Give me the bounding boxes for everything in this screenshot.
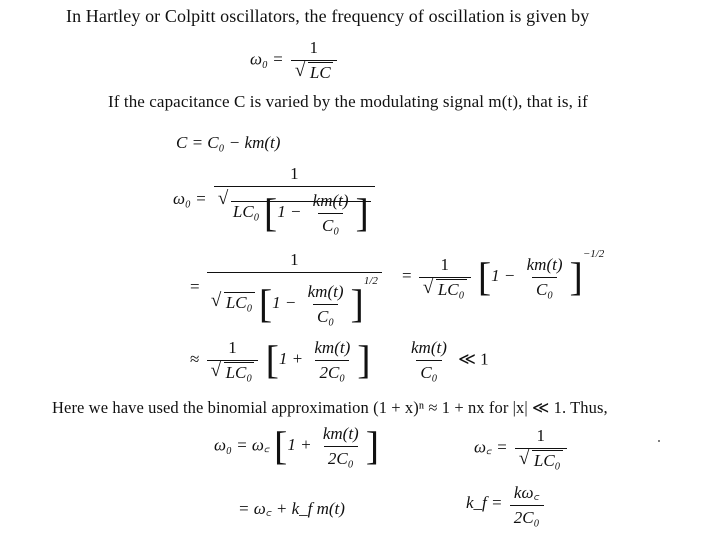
kf-numerator: kω꜀	[513, 483, 540, 502]
final-omega0-inner-denominator: 2C₀	[324, 446, 358, 469]
carrier-frequency-lhs: ω꜀ =	[474, 437, 508, 457]
derivation-line-2b-equals: =	[402, 266, 412, 285]
derivation-line-2b-one-minus: 1 −	[491, 266, 516, 285]
derivation-line-2b-numerator: 1	[440, 254, 449, 274]
derivation-line-1-lc0: LC₀	[232, 202, 260, 222]
derivation-line-3-numerator: 1	[228, 338, 237, 357]
derivation-line-1-fraction: 1 √ LC₀ [1 − $\frac{km(t)}{\text{C₀}}$ ]	[214, 164, 375, 236]
capacitance-equation: C = C₀ − km(t)	[176, 133, 281, 152]
derivation-line-2-exponent: 1/2	[363, 275, 378, 287]
derivation-line-2b: = 1 √ LC₀ [1 − $\frac{km(t)}{\text{C₀}}$ ]$^{-1/2}$	[402, 248, 604, 300]
derivation-line-2-one-minus: 1 −	[272, 293, 297, 312]
carrier-frequency-numerator: 1	[536, 426, 545, 445]
derivation-line-2-inner-denominator: C₀	[313, 304, 338, 327]
derivation-line-2b-denominator: LC₀	[437, 279, 465, 299]
frequency-numerator: 1	[309, 38, 319, 57]
final-omega0-inner-numerator: km(t)	[322, 424, 359, 443]
derivation-line-2-lc0: LC₀	[225, 293, 253, 312]
derivation-line-3: ≈ 1 √ LC₀ [1 + $\frac{km(t)}{\text{2C₀}}$ ]	[190, 338, 371, 383]
kf-lhs: k_f =	[466, 492, 503, 512]
derivation-line-1-lhs: ω₀ =	[173, 188, 207, 208]
carrier-frequency-equation	[474, 426, 570, 471]
carrier-frequency-denominator: LC₀	[533, 451, 561, 470]
scan-speck	[658, 440, 660, 442]
condition-numerator: km(t)	[411, 338, 447, 357]
derivation-line-2-fraction: 1 √ LC₀ [1 − $\frac{km(t)}{\text{C₀}}$ ]$^{1/2}$	[207, 250, 382, 327]
condition-relation: ≪ 1	[458, 349, 489, 369]
derivation-line-2	[190, 250, 385, 327]
derivation-line-1-one-minus: 1 −	[277, 202, 302, 222]
derivation-line-2b-inner-numerator: km(t)	[526, 254, 563, 274]
derivation-line-2b-inner-denominator: C₀	[532, 277, 557, 300]
final-omega0-equation: ω₀ = ω꜀ [1 + $\frac{km(t)}{\text{2C₀}}$ ]	[214, 423, 380, 469]
derivation-line-3-approx: ≈	[190, 349, 200, 369]
condition-denominator: C₀	[416, 360, 441, 383]
intro-paragraph: In Hartley or Colpitt oscillators, the frequency of oscillation is given by	[66, 6, 590, 26]
small-signal-condition	[404, 338, 489, 383]
condition-paragraph: If the capacitance C is varied by the modulating signal m(t), that is, if	[108, 92, 588, 111]
derivation-line-1-inner-denominator: C₀	[318, 213, 343, 236]
derivation-line-1-numerator: 1	[290, 164, 299, 183]
derivation-line-3-inner-denominator: 2C₀	[315, 360, 349, 383]
frequency-equation	[250, 38, 340, 83]
derivation-line-2b-exponent: −1/2	[582, 248, 605, 260]
derivation-line-3-one-plus: 1 +	[278, 349, 304, 369]
derivation-line-2-numerator: 1	[290, 250, 299, 269]
derivation-line-3-inner-numerator: km(t)	[314, 338, 351, 357]
frequency-denominator: LC	[309, 63, 331, 82]
kf-denominator: 2C₀	[510, 505, 544, 528]
derivation-line-2-inner-numerator: km(t)	[307, 281, 344, 301]
kf-equation	[466, 480, 547, 528]
final-omega0-lhs: ω₀ = ω꜀	[214, 435, 270, 455]
frequency-fraction	[291, 38, 337, 83]
final-line-2: = ω꜀ + k_f m(t)	[238, 499, 345, 518]
frequency-equation-lhs: ω₀ =	[250, 49, 284, 69]
derivation-line-1	[173, 164, 378, 236]
final-omega0-one-plus: 1 +	[287, 435, 312, 455]
derivation-line-1-inner-numerator: km(t)	[312, 191, 349, 210]
derivation-line-3-denominator: LC₀	[225, 363, 253, 382]
binomial-paragraph: Here we have used the binomial approximation (1 + x)ⁿ ≈ 1 + nx for |x| ≪ 1. Thus,	[52, 398, 608, 417]
derivation-line-2-equals: =	[190, 277, 200, 297]
